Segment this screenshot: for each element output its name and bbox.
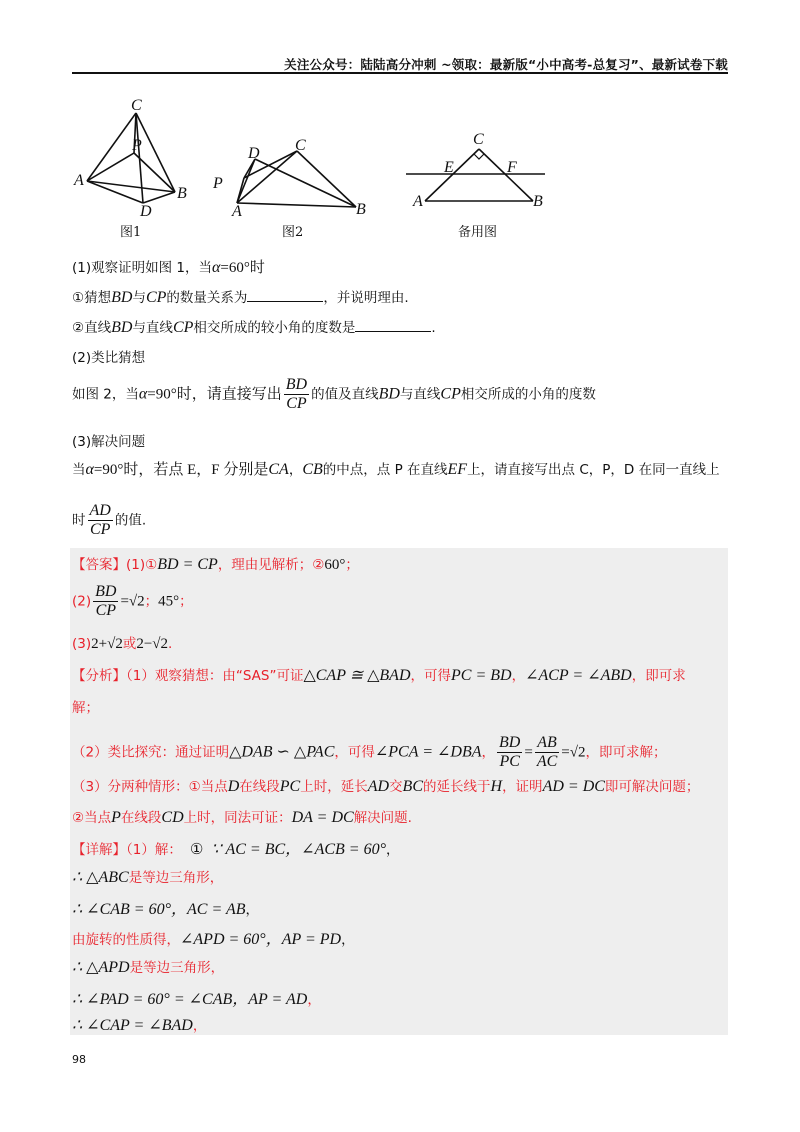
label-C2: C xyxy=(295,137,306,154)
fraction-bd-cp: $\frac{BD}{CP}$ xyxy=(285,376,308,412)
label-B2: B xyxy=(356,201,366,218)
detail-line-5: ∴ △APD是等边三角形， xyxy=(72,959,225,976)
answer-line-3: (3)2+√2或2−√2. xyxy=(72,636,173,652)
detail-line-3: ∴ ∠CAB = 60°，AC = AB， xyxy=(72,901,260,918)
label-A2: A xyxy=(232,203,242,220)
detail-line-1: 【详解】（1）解： ① ∵ AC = BC，∠ACB = 60°， xyxy=(72,840,400,858)
figure-1-caption: 图1 xyxy=(120,225,142,240)
detail-line-4: 由旋转的性质得，∠APD = 60°，AP = PD， xyxy=(72,931,355,948)
page-number: 98 xyxy=(72,1053,86,1066)
label-A3: A xyxy=(413,193,423,210)
q3-title: (3)解决问题 xyxy=(72,434,146,450)
page-header: 关注公众号：陆陆高分冲刺 ~领取：最新版“小中高考-总复习”、最新试卷下载 xyxy=(284,57,728,72)
label-D2: D xyxy=(248,145,260,162)
q3-text: 当α=90°时，若点 E，F 分别是CA，CB的中点，点 P 在直线EF上，请直接写出点 C，P，D 在同一直线上 xyxy=(72,461,720,478)
fraction-bd-pc: $\frac{BD}{PC}$ xyxy=(499,734,521,770)
figure-2-caption: 图2 xyxy=(282,225,304,240)
detail-line-6: ∴ ∠PAD = 60° = ∠CAB，AP = AD， xyxy=(72,991,321,1008)
analysis-line-1b: 解； xyxy=(72,700,99,716)
label-P2: P xyxy=(213,175,223,192)
detail-line-2: ∴ △ABC是等边三角形， xyxy=(72,869,224,886)
answer-blank-2 xyxy=(355,319,431,332)
answer-line-1: 【答案】(1)①BD = CP，理由见解析；②60°； xyxy=(72,556,359,573)
analysis-line-4: ②当点P在线段CD上时，同法可证：DA = DC解决问题. xyxy=(72,809,412,826)
label-C1: C xyxy=(131,97,142,114)
label-B1: B xyxy=(177,185,187,202)
q1-part-b: ②直线BD与直线CP相交所成的较小角的度数是 . xyxy=(72,319,436,336)
label-E3: E xyxy=(444,159,454,176)
label-D1: D xyxy=(140,203,152,220)
figure-row xyxy=(60,95,740,245)
fraction-ad-cp: $\frac{AD}{CP}$ xyxy=(89,502,111,538)
fraction-answer-2: $\frac{BD}{CP}$ xyxy=(95,583,117,619)
label-F3: F xyxy=(507,159,517,176)
geometry-figures xyxy=(60,95,740,245)
label-C3: C xyxy=(473,131,484,148)
label-A1: A xyxy=(74,172,84,189)
q2-text: 如图 2，当α=90°时，请直接写出 $\frac{BD}{CP}$ 的值及直线BD与直线CP相交所成的小角的度数 xyxy=(72,376,596,412)
q3-text-2: 时 $\frac{AD}{CP}$ 的值. xyxy=(72,502,147,538)
fraction-ab-ac: $\frac{AB}{AC}$ xyxy=(536,734,558,770)
q1-title: (1)观察证明如图 1，当α=60°时 xyxy=(72,259,265,276)
analysis-line-1: 【分析】（1）观察猜想：由“SAS”可证△CAP ≅ △BAD，可得PC = BD，∠ACP = ∠ABD，即可求 xyxy=(72,667,686,684)
figure-3-caption: 备用图 xyxy=(458,225,498,240)
answer-line-2: (2) $\frac{BD}{CP}$ =√2；45°； xyxy=(72,583,193,619)
label-P1: P xyxy=(132,137,142,154)
q2-title: (2)类比猜想 xyxy=(72,350,146,366)
analysis-line-2: （2）类比探究：通过证明△DAB ∽ △PAC，可得∠PCA = ∠DBA， $\frac{BD}{PC}$ = $\frac{AB}{AC}$ =√2，即可求解； xyxy=(72,734,667,770)
detail-line-7: ∴ ∠CAP = ∠BAD， xyxy=(72,1017,207,1034)
analysis-line-3: （3）分两种情形：①当点D在线段PC上时，延长AD交BC的延长线于H，证明AD = DC即可解决问题； xyxy=(72,778,700,795)
header-rule xyxy=(72,72,728,74)
label-B3: B xyxy=(533,193,543,210)
q1-part-a: ①猜想BD与CP的数量关系为 ，并说明理由. xyxy=(72,289,409,306)
answer-blank-1 xyxy=(247,289,323,302)
